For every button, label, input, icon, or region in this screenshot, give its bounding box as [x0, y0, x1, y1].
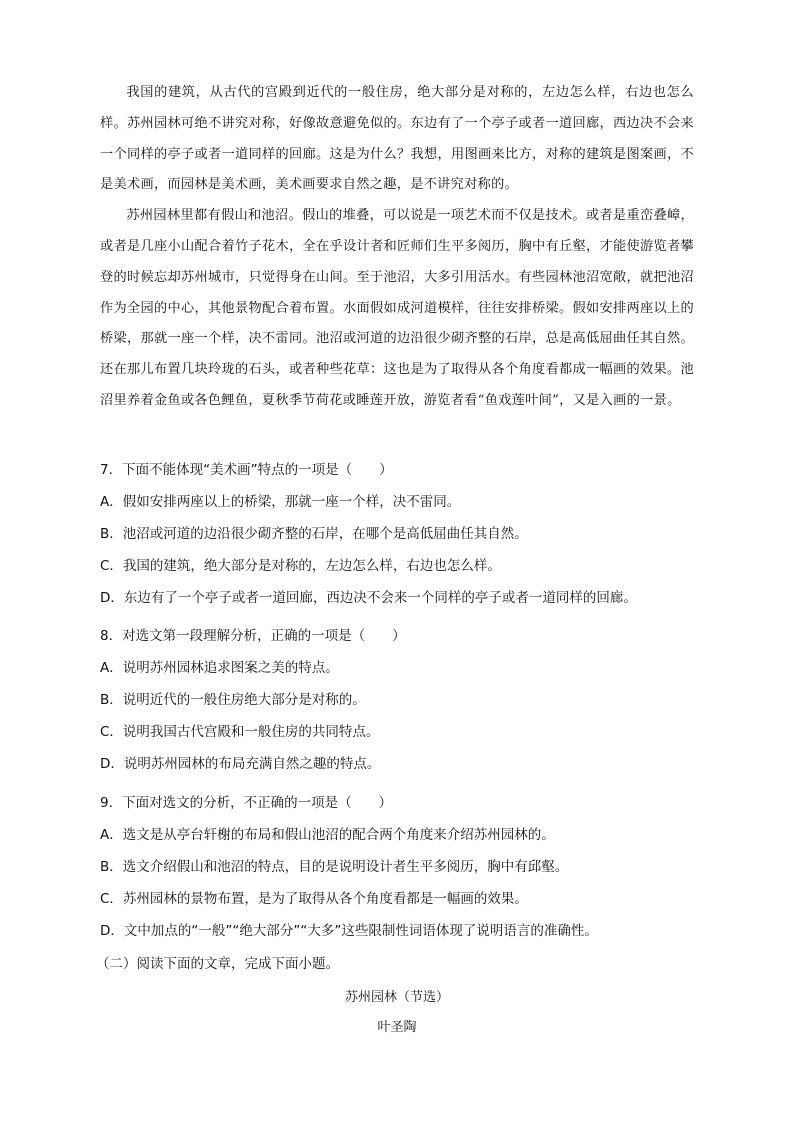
- question-8-stem: 8．对选文第一段理解分析，正确的一项是（ ）: [100, 628, 406, 644]
- question-7-option-c: C．我国的建筑，绝大部分是对称的，左边怎么样，右边也怎么样。: [100, 558, 501, 574]
- passage-paragraph-1: 我国的建筑，从古代的宫殿到近代的一般住房，绝大部分是对称的，左边怎么样，右边也怎么样。苏州园林可绝不讲究对称，好像故意避免似的。东边有了一个亭子或者一道回廊，西边决不会来一个同样的亭子或者一道同样的回廊。这是为什么？我想，用图画来比方，对称的建筑是图案画，不是美术画，而园林是美术画，美术画要求自然之趣，是不讲究对称的。: [100, 85, 694, 193]
- question-7: [100, 454, 700, 614]
- question-9-stem: 9．下面对选文的分析，不正确的一项是（ ）: [100, 795, 393, 811]
- question-9-option-b: B．选文介绍假山和池沼的特点，目的是说明设计者生平多阅历，胸中有邱壑。: [100, 859, 569, 875]
- question-9-option-c: C．苏州园林的景物布置，是为了取得从各个角度看都是一幅画的效果。: [100, 891, 528, 907]
- section-2-heading: （二）阅读下面的文章，完成下面小题。: [96, 956, 339, 972]
- reading-passage: [100, 78, 694, 417]
- passage-paragraph-2: 苏州园林里都有假山和池沼。假山的堆叠，可以说是一项艺术而不仅是技术。或者是重峦叠嶂，或者是几座小山配合着竹子花木，全在乎设计者和匠师们生平多阅历，胸中有丘壑，才能使游览者攀登的时候忘却苏州城市，只觉得身在山间。至于池沼，大多引用活水。有些园林池沼宽敞，就把池沼作为全园的中心，其他景物配合着布置。水面假如成河道模样，往往安排桥梁。假如安排两座以上的桥梁，那就一座一个样，决不雷同。池沼或河道的边沿很少砌齐整的石岸，总是高低屈曲任其自然。还在那儿布置几块玲珑的石头，或者种些花草：这也是为了取得从各个角度看都成一幅画的效果。池沼里养着金鱼或各色鲤鱼，夏秋季节荷花或睡莲开放，游览者看“鱼戏莲叶间”，又是入画的一景。: [100, 208, 694, 408]
- question-7-option-a: A．假如安排两座以上的桥梁，那就一座一个样，决不雷同。: [100, 494, 461, 510]
- question-7-option-d: D．东边有了一个亭子或者一道回廊，西边决不会来一个同样的亭子或者一道同样的回廊。: [100, 590, 637, 606]
- question-8-option-c: C．说明我国古代宫殿和一般住房的共同特点。: [100, 724, 380, 740]
- question-8-option-a: A．说明苏州园林追求图案之美的特点。: [100, 660, 339, 676]
- question-9: [100, 787, 700, 947]
- question-7-stem: 7．下面不能体现“美术画”特点的一项是（ ）: [100, 462, 393, 478]
- question-9-option-d: D．文中加点的“一般”“绝大部分”“大多”这些限制性词语体现了说明语言的准确性。: [100, 923, 598, 939]
- question-8: [100, 620, 700, 780]
- article-author: 叶圣陶: [377, 1020, 417, 1035]
- question-7-option-b: B．池沼或河道的边沿很少砌齐整的石岸，在哪个是高低屈曲任其自然。: [100, 526, 528, 542]
- question-9-option-a: A．选文是从亭台轩榭的布局和假山池沼的配合两个角度来介绍苏州园林的。: [100, 827, 555, 843]
- article-title: 苏州园林（节选）: [344, 990, 449, 1005]
- question-8-option-b: B．说明近代的一般住房绝大部分是对称的。: [100, 692, 366, 708]
- question-8-option-d: D．说明苏州园林的布局充满自然之趣的特点。: [100, 756, 381, 772]
- section-2: [96, 948, 696, 980]
